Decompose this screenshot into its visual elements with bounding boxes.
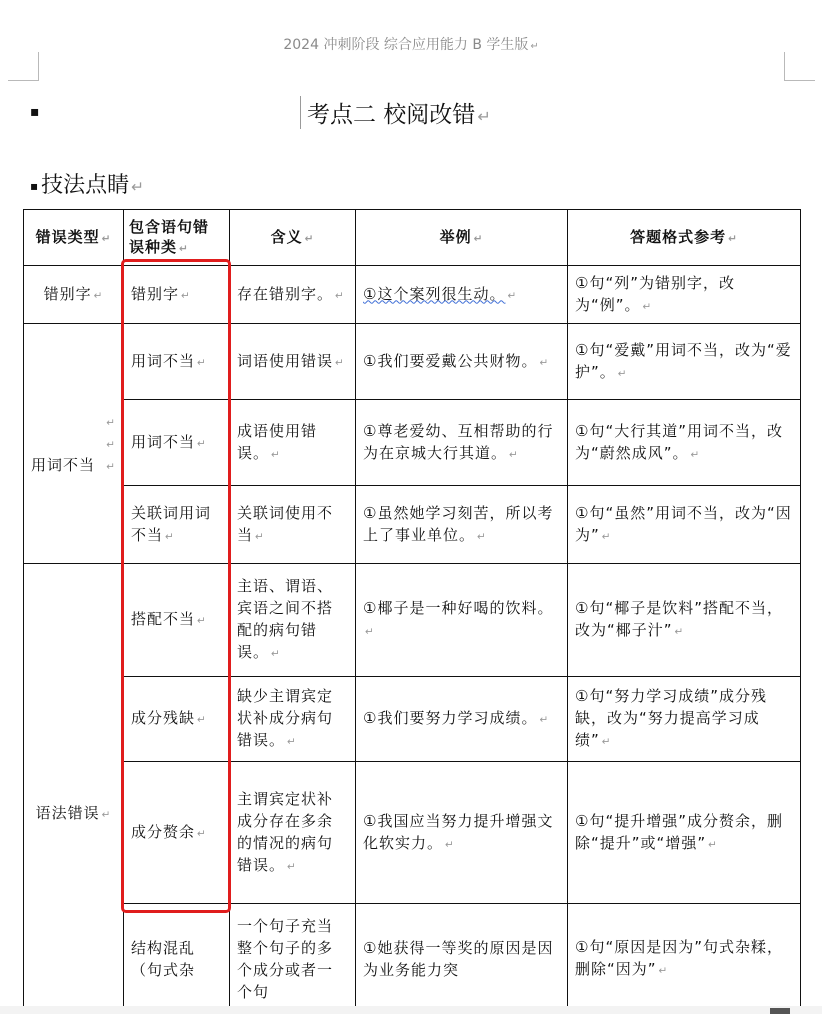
cell-type: 语法错误 ↵: [24, 564, 124, 1014]
cell-answer: ①句“列”为错别字，改为“例”。 ↵: [568, 266, 801, 324]
cell-kind: 关联词用词不当 ↵: [124, 486, 230, 564]
cell-type: ↵ ↵ 用词不当 ↵: [24, 324, 124, 564]
cell-kind: 用词不当 ↵: [124, 324, 230, 400]
cell-kind: 成分残缺 ↵: [124, 677, 230, 762]
cell-example: ①我国应当努力提升增强文化软实力。 ↵: [356, 762, 568, 904]
cell-example: ①我们要努力学习成绩。 ↵: [356, 677, 568, 762]
cell-type: 错别字 ↵: [24, 266, 124, 324]
margin-corner-left: [8, 52, 39, 81]
cell-kind: 用词不当 ↵: [124, 400, 230, 486]
cell-example: ①她获得一等奖的原因是因为业务能力突: [356, 904, 568, 1014]
cell-kind: 成分赘余 ↵: [124, 762, 230, 904]
cell-meaning: 一个句子充当整个句子的多个成分或者一个句: [230, 904, 356, 1014]
cell-meaning: 主语、谓语、宾语之间不搭配的病句错误。 ↵: [230, 564, 356, 677]
cell-answer: ①句“原因是因为”句式杂糅，删除“因为” ↵: [568, 904, 801, 1014]
cell-meaning: 存在错别字。 ↵: [230, 266, 356, 324]
cell-example: ①这个案列很生动。 ↵: [356, 266, 568, 324]
cell-answer: ①句“椰子是饮料”搭配不当，改为“椰子汁” ↵: [568, 564, 801, 677]
table-row: [24, 486, 801, 564]
cell-kind: 搭配不当 ↵: [124, 564, 230, 677]
page-header: 2024 冲刺阶段 综合应用能力 B 学生版 ↵: [283, 37, 539, 53]
col-header-example: 举例 ↵: [356, 210, 568, 266]
col-header-type: 错误类型 ↵: [24, 210, 124, 266]
cell-meaning: 主谓宾定状补成分存在多余的情况的病句错误。 ↵: [230, 762, 356, 904]
col-header-answer: 答题格式参考 ↵: [568, 210, 801, 266]
table-row: [24, 677, 801, 762]
cell-example: ①虽然她学习刻苦，所以考上了事业单位。 ↵: [356, 486, 568, 564]
subsection-heading: ▪ 技法点睛 ↵: [30, 173, 145, 198]
cell-meaning: 词语使用错误 ↵: [230, 324, 356, 400]
section-title: 考点二 校阅改错 ↵: [300, 96, 491, 129]
header-text: 2024 冲刺阶段 综合应用能力 B 学生版: [283, 37, 529, 53]
cell-answer: ①句“大行其道”用词不当，改为“蔚然成风”。 ↵: [568, 400, 801, 486]
cell-example: ①我们要爱戴公共财物。 ↵: [356, 324, 568, 400]
table-row: [24, 266, 801, 324]
table-row: [24, 762, 801, 904]
cell-kind: 结构混乱（句式杂: [124, 904, 230, 1014]
list-bullet: ▪: [30, 179, 39, 193]
cell-answer: ①句“虽然”用词不当，改为“因为” ↵: [568, 486, 801, 564]
error-types-table: [23, 209, 801, 1014]
horizontal-scrollbar[interactable]: [0, 1006, 822, 1014]
cell-answer: ①句“努力学习成绩”成分残缺，改为“努力提高学习成绩” ↵: [568, 677, 801, 762]
col-header-meaning: 含义 ↵: [230, 210, 356, 266]
table-row: [24, 564, 801, 677]
col-header-kind: 包含语句错误种类 ↵: [124, 210, 230, 266]
cell-meaning: 缺少主谓宾定状补成分病句错误。 ↵: [230, 677, 356, 762]
cell-answer: ①句“提升增强”成分赘余，删除“提升”或“增强” ↵: [568, 762, 801, 904]
cell-answer: ①句“爱戴”用词不当，改为“爱护”。 ↵: [568, 324, 801, 400]
list-bullet: ▪: [30, 104, 40, 120]
cell-example: ①尊老爱幼、互相帮助的行为在京城大行其道。 ↵: [356, 400, 568, 486]
table-row: [24, 324, 801, 400]
table-row: [24, 400, 801, 486]
scrollbar-thumb[interactable]: [770, 1008, 790, 1014]
cell-meaning: 关联词使用不当 ↵: [230, 486, 356, 564]
margin-corner-right: [784, 52, 815, 81]
cell-meaning: 成语使用错误。 ↵: [230, 400, 356, 486]
cell-kind: 错别字 ↵: [124, 266, 230, 324]
cell-example: ①椰子是一种好喝的饮料。↵: [356, 564, 568, 677]
table-row: [24, 904, 801, 1014]
